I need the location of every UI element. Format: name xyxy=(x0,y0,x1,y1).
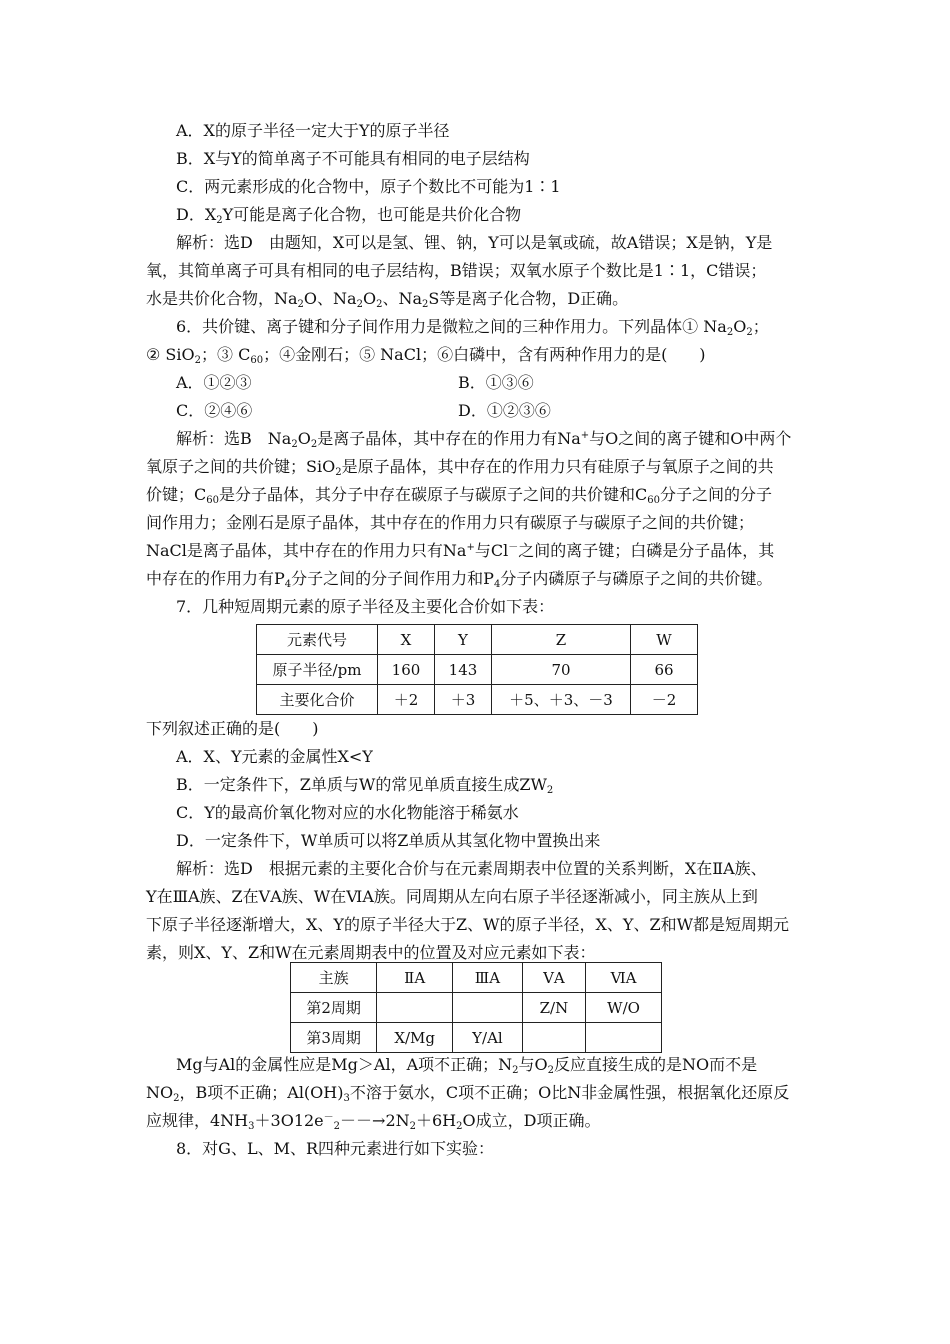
q7-option-b: B．一定条件下，Z单质与W的常见单质直接生成$ZW_2$ xyxy=(176,775,554,796)
q6-answer-line-3: 价键；$C_{60}$是分子晶体，其分子中存在碳原子与碳原子之间的共价键和$C_{60}$分子之间的分子 xyxy=(146,485,772,506)
q6-answer-line-6: 中存在的作用力有$P_4$分子之间的分子间作用力和$P_4$分子内磷原子与磷原子之间的共价键。 xyxy=(146,569,773,590)
periodic-position-table xyxy=(290,962,662,1053)
table-cell: 原子半径/pm xyxy=(257,655,378,685)
q6-option-d: D．①②③⑥ xyxy=(458,401,551,420)
table-cell: ⅥA xyxy=(586,963,662,993)
q7-option-a: A．X、Y元素的金属性X<Y xyxy=(176,747,373,766)
table-cell: ＋5、＋3、－3 xyxy=(492,685,631,715)
table-cell: －2 xyxy=(631,685,698,715)
table-row xyxy=(291,1023,662,1053)
table-cell: 主要化合价 xyxy=(257,685,378,715)
table-cell: 主族 xyxy=(291,963,377,993)
table-cell: Y/Al xyxy=(453,1023,523,1053)
q7-stem: 7．几种短周期元素的原子半径及主要化合价如下表： xyxy=(176,597,555,616)
q7-answer-line-4: 素，则X、Y、Z和W在元素周期表中的位置及对应元素如下表： xyxy=(146,943,596,962)
q6-stem-line-1: 6．共价键、离子键和分子间作用力是微粒之间的三种作用力。下列晶体① $Na_2O_2$； xyxy=(176,317,769,338)
table-cell: Z xyxy=(492,625,631,655)
table-cell: Z/N xyxy=(522,993,585,1023)
q7-answer-line-3: 下原子半径逐渐增大，X、Y的原子半径大于Z、W的原子半径，X、Y、Z和W都是短周期元 xyxy=(146,915,790,934)
q5-option-d: D．$X_2Y$可能是离子化合物，也可能是共价化合物 xyxy=(176,205,522,226)
table-cell: ⅡA xyxy=(377,963,453,993)
q5-answer-line-2: 氧，其简单离子可具有相同的电子层结构，B错误；双氧水原子个数比是1∶1，C错误； xyxy=(146,261,767,280)
q6-answer-line-2: 氧原子之间的共价键；SiO$_2$是原子晶体，其中存在的作用力只有硅原子与氧原子之间的共 xyxy=(146,457,774,478)
table-cell: 66 xyxy=(631,655,698,685)
q7-answer-line-5: Mg与Al的金属性应是Mg＞Al，A项不正确；$N_2$与$O_2$反应直接生成的是NO而不是 xyxy=(176,1055,758,1076)
table-row xyxy=(257,625,698,655)
q7-option-d: D．一定条件下，W单质可以将Z单质从其氢化物中置换出来 xyxy=(176,831,601,850)
table-cell xyxy=(377,993,453,1023)
table-cell xyxy=(453,993,523,1023)
q5-answer-line-3: 水是共价化合物，$Na_2O$、$Na_2O_2$、$Na_2S$等是离子化合物，D正确。 xyxy=(146,289,629,310)
q6-stem-line-2: ② SiO$_2$；③ $C_{60}$；④金刚石；⑤ NaCl；⑥白磷中，含有两种作用力的是( ) xyxy=(146,345,706,366)
table-cell: 70 xyxy=(492,655,631,685)
table-cell: 160 xyxy=(378,655,435,685)
q7-answer-line-1: 解析：选D 根据元素的主要化合价与在元素周期表中位置的关系判断，X在ⅡA族、 xyxy=(176,859,767,878)
q5-option-c: C．两元素形成的化合物中，原子个数比不可能为1∶1 xyxy=(176,177,561,196)
q6-answer-line-4: 间作用力；金刚石是原子晶体，其中存在的作用力只有碳原子与碳原子之间的共价键； xyxy=(146,513,755,532)
table-cell: ＋3 xyxy=(435,685,492,715)
table-row xyxy=(291,993,662,1023)
table-cell xyxy=(522,1023,585,1053)
q7-answer-line-7: 应规律，$4NH_3+3O12e^-_2--\to 2N_2+6H_2O$成立，D项正确。 xyxy=(146,1111,601,1132)
table-cell: X xyxy=(378,625,435,655)
table-row xyxy=(257,655,698,685)
q6-option-c: C．②④⑥ xyxy=(176,401,253,420)
table-cell xyxy=(586,1023,662,1053)
table-cell: 143 xyxy=(435,655,492,685)
table-cell: 元素代号 xyxy=(257,625,378,655)
element-data-table xyxy=(256,624,698,715)
table-cell: W/O xyxy=(586,993,662,1023)
table-cell: 第3周期 xyxy=(291,1023,377,1053)
table-cell: X/Mg xyxy=(377,1023,453,1053)
q6-answer-line-1: 解析：选B $Na_2O_2$是离子晶体，其中存在的作用力有Na+与O之间的离子键和O中两个 xyxy=(176,429,792,450)
q5-option-b: B．X与Y的简单离子不可能具有相同的电子层结构 xyxy=(176,149,530,168)
q6-answer-line-5: NaCl是离子晶体，其中存在的作用力只有Na+与Cl－之间的离子键；白磷是分子晶体，其 xyxy=(146,541,775,560)
q7-question: 下列叙述正确的是( ) xyxy=(146,719,319,738)
table-row xyxy=(257,685,698,715)
table-cell: W xyxy=(631,625,698,655)
q5-answer-line-1: 解析：选D 由题知，X可以是氢、锂、钠，Y可以是氧或硫，故A错误；X是钠，Y是 xyxy=(176,233,773,252)
table-cell: Y xyxy=(435,625,492,655)
table-cell: ＋2 xyxy=(378,685,435,715)
table-row xyxy=(291,963,662,993)
q7-answer-line-6: $NO_2$，B项不正确；$Al(OH)_3$不溶于氨水，C项不正确；O比N非金属性强，根据氧化还原反 xyxy=(146,1083,790,1104)
q7-option-c: C．Y的最高价氧化物对应的水化物能溶于稀氨水 xyxy=(176,803,519,822)
table-cell: ⅢA xyxy=(453,963,523,993)
q7-answer-line-2: Y在ⅢA族、Z在ⅤA族、W在ⅥA族。同周期从左向右原子半径逐渐减小，同主族从上到 xyxy=(146,887,758,906)
table-cell: 第2周期 xyxy=(291,993,377,1023)
q6-option-b: B．①③⑥ xyxy=(458,373,534,392)
table-cell: ⅤA xyxy=(522,963,585,993)
q8-stem: 8．对G、L、M、R四种元素进行如下实验： xyxy=(176,1139,495,1158)
q5-option-a: A．X的原子半径一定大于Y的原子半径 xyxy=(176,121,450,140)
q6-option-a: A．①②③ xyxy=(176,373,252,392)
